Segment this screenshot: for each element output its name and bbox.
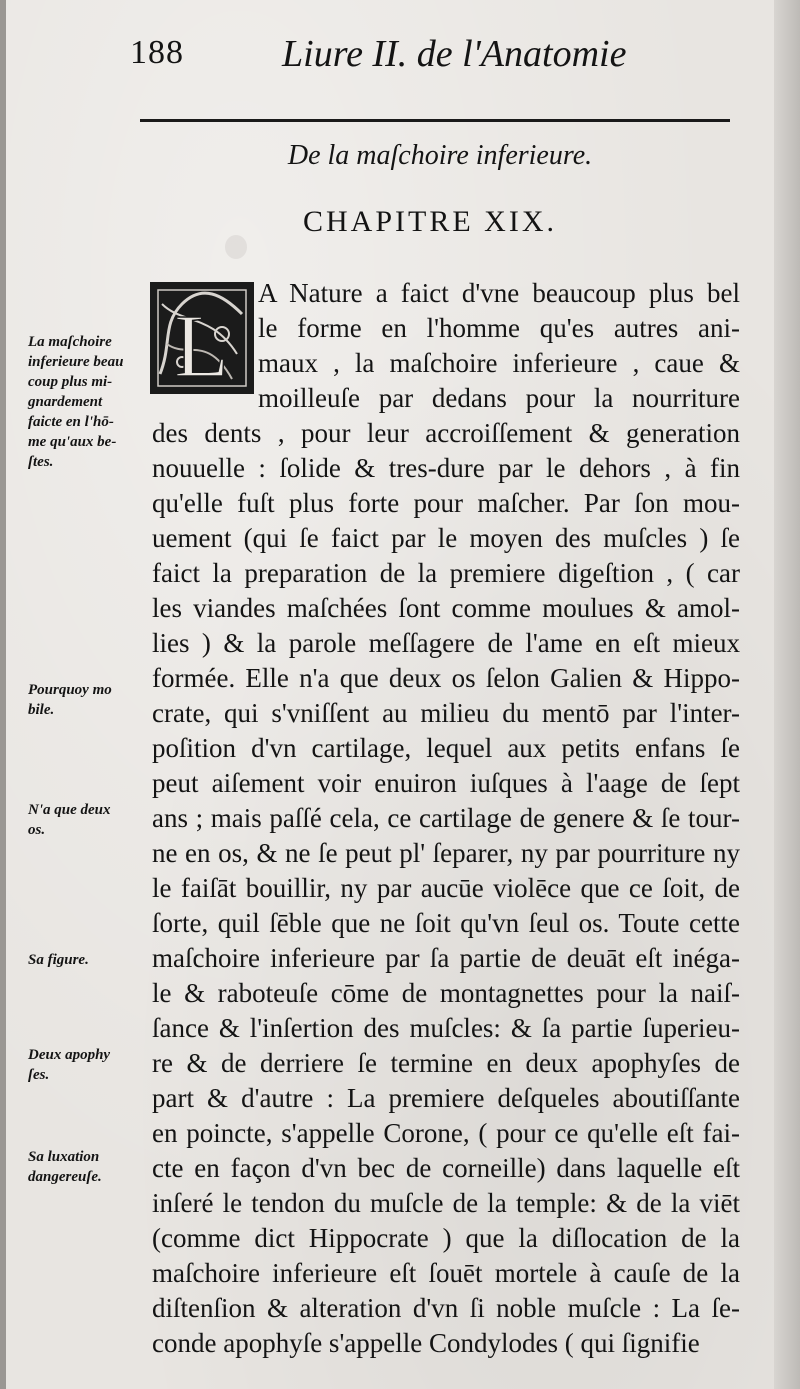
margin-note-line: ſes. xyxy=(28,1067,50,1083)
margin-note-line: dangereuſe. xyxy=(28,1169,102,1185)
section-title: De la maſchoire inferieure. xyxy=(287,140,593,171)
margin-note-line: coup plus mi- xyxy=(28,374,113,390)
margin-note-line: bile. xyxy=(28,702,55,718)
text-line: maſchoire inferieure par ſa partie de deuāt eſt inéga- xyxy=(152,943,740,973)
text-line: peut aiſement voir enuiron iuſques à l'aage de ſept xyxy=(152,768,740,798)
text-line: le forme en l'homme qu'es autres ani- xyxy=(258,313,740,343)
text-line: le & raboteuſe cōme de montagnettes pour la naiſ- xyxy=(152,978,740,1008)
text-line: qu'elle fuſt plus forte pour maſcher. Par ſon mou- xyxy=(152,488,740,518)
text-line: le faiſāt bouillir, ny par aucūe violēce que ce ſoit, de xyxy=(152,873,740,903)
text-line: crate, qui s'vniſſent au milieu du mentō par l'inter- xyxy=(152,698,740,728)
text-line: (comme dict Hippocrate ) que la diſlocation de la xyxy=(152,1223,740,1253)
text-line: formée. Elle n'a que deux os ſelon Galien & Hippo- xyxy=(152,663,740,693)
margin-note-line: os. xyxy=(28,822,46,838)
margin-note xyxy=(28,950,148,970)
text-line: re & de derriere ſe termine en deux apophyſes de xyxy=(152,1048,740,1078)
page-number: 188 xyxy=(130,34,184,71)
text-line: maſchoire inferieure eſt ſouēt mortele à cauſe de la xyxy=(152,1258,740,1288)
margin-note-line: Sa figure. xyxy=(28,952,89,968)
text-line: cte en façon d'vn bec de corneille) dans laquelle eſt xyxy=(152,1153,740,1183)
page-right-edge xyxy=(774,0,800,1389)
margin-note-line: me qu'aux be- xyxy=(28,434,117,450)
decorated-initial xyxy=(150,282,254,394)
text-line: ans ; mais paſſé cela, ce cartilage de genere & ſe tour- xyxy=(152,803,740,833)
text-line: conde apophyſe s'appelle Condylodes ( qui ſignifie xyxy=(152,1328,700,1358)
text-line: nouuelle : ſolide & tres-dure par le dehors , à fin xyxy=(152,453,740,483)
text-line: ſance & l'inſertion des muſcles: & ſa partie ſuperieu- xyxy=(152,1013,740,1043)
text-line: lies ) & la parole meſſagere de l'ame en eſt mieux xyxy=(152,628,740,658)
margin-note-line: faicte en l'hō- xyxy=(28,414,114,430)
text-line: inſeré le tendon du muſcle de la temple: & de la viēt xyxy=(152,1188,740,1218)
margin-note-line: gnardement xyxy=(28,394,103,410)
margin-note-line: La maſchoire xyxy=(28,334,112,350)
text-line: A Nature a faict d'vne beaucoup plus bel xyxy=(258,278,740,308)
margin-note xyxy=(28,332,148,472)
text-line: poſition d'vn cartilage, lequel aux petits enfans ſe xyxy=(152,733,740,763)
text-line: ſorte, quil ſēble que ne ſoit qu'vn ſeul os. Toute cette xyxy=(152,908,740,938)
drop-cap-letter: L xyxy=(174,297,229,392)
running-title: Liure II. de l'Anatomie xyxy=(282,33,627,75)
margin-note xyxy=(28,1045,148,1085)
ink-smudge xyxy=(225,235,247,259)
text-line: des dents , pour leur accroiſſement & generation xyxy=(152,418,740,448)
margin-note xyxy=(28,1147,148,1187)
text-line: ne en os, & ne ſe peut pl' ſeparer, ny par pourriture ny xyxy=(152,838,740,868)
margin-note xyxy=(28,680,148,720)
margin-note-line: ſtes. xyxy=(28,454,54,470)
margin-note-line: Sa luxation xyxy=(28,1149,100,1165)
text-line: les viandes maſchées ſont comme moulues & amol- xyxy=(152,593,740,623)
text-line: en poincte, s'appelle Corone, ( pour ce qu'elle eſt fai- xyxy=(152,1118,740,1148)
margin-note-line: Deux apophy xyxy=(28,1047,111,1063)
text-line: part & d'autre : La premiere deſqueles aboutiſſante xyxy=(152,1083,740,1113)
ornament-icon xyxy=(152,284,252,392)
text-line: moilleuſe par dedans pour la nourriture xyxy=(258,383,740,413)
text-line: diſtenſion & alteration d'vn ſi noble muſcle : La ſe- xyxy=(152,1293,740,1323)
margin-note xyxy=(28,800,148,840)
margin-note-line: inferieure beau xyxy=(28,354,124,370)
text-line: uement (qui ſe faict par le moyen des muſcles ) ſe xyxy=(152,523,740,553)
margin-note-line: Pourquoy mo xyxy=(28,682,112,698)
header-rule xyxy=(140,119,730,126)
margin-note-line: N'a que deux xyxy=(28,802,111,818)
text-line: faict la preparation de la premiere digeſtion , ( car xyxy=(152,558,740,588)
page-left-edge xyxy=(0,0,6,1389)
page-header xyxy=(0,28,800,88)
chapter-heading: CHAPITRE XIX. xyxy=(303,205,557,238)
text-line: maux , la maſchoire inferieure , caue & xyxy=(258,348,740,378)
